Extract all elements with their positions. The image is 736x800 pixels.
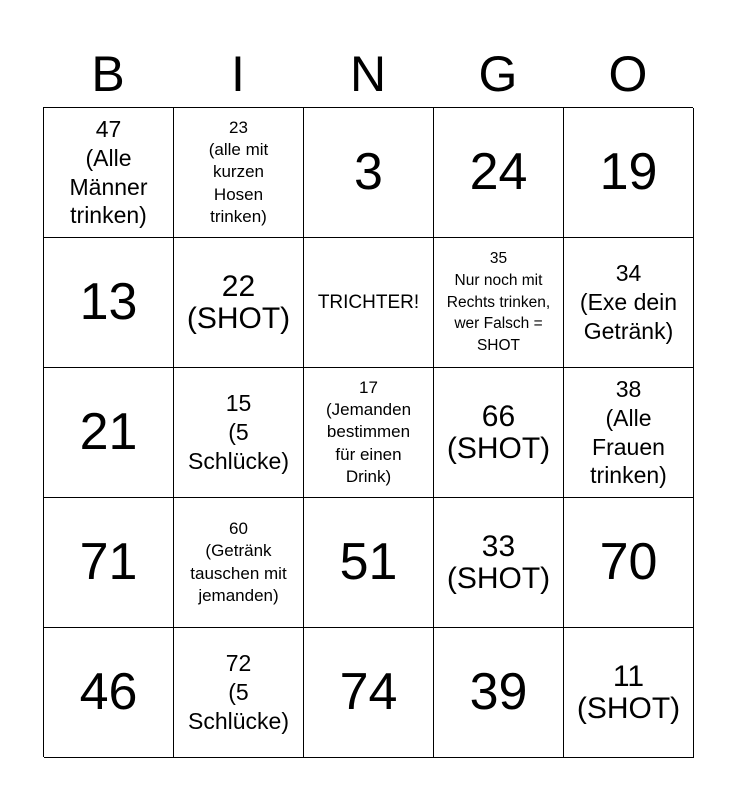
- cell-text: 47 (Alle Männer trinken): [69, 116, 148, 229]
- bingo-cell[interactable]: [174, 108, 304, 238]
- cell-text: 23 (alle mit kurzen Hosen trinken): [208, 118, 269, 226]
- cell-text: 51: [339, 532, 398, 591]
- bingo-cell[interactable]: [304, 238, 434, 368]
- bingo-cell[interactable]: [434, 368, 564, 498]
- cell-text: 46: [79, 662, 138, 721]
- cell-text: 66 (SHOT): [446, 400, 551, 465]
- bingo-cell[interactable]: [564, 368, 694, 498]
- bingo-cell[interactable]: [304, 108, 434, 238]
- bingo-cell[interactable]: [304, 498, 434, 628]
- cell-text: 35 Nur noch mit Rechts trinken, wer Falsch = SHOT: [446, 250, 551, 355]
- bingo-cell[interactable]: [434, 628, 564, 758]
- bingo-cell[interactable]: [564, 108, 694, 238]
- bingo-cell[interactable]: [174, 628, 304, 758]
- cell-text: 38 (Alle Frauen trinken): [590, 376, 667, 489]
- cell-text: 71: [79, 532, 138, 591]
- bingo-cell[interactable]: [304, 368, 434, 498]
- bingo-cell[interactable]: [434, 238, 564, 368]
- bingo-cell[interactable]: [174, 238, 304, 368]
- cell-text: 11 (SHOT): [576, 660, 681, 725]
- bingo-header: [43, 40, 693, 108]
- bingo-cell[interactable]: [44, 238, 174, 368]
- bingo-cell[interactable]: [44, 498, 174, 628]
- cell-text: 33 (SHOT): [446, 530, 551, 595]
- header-letter-i: I: [231, 46, 245, 102]
- bingo-cell[interactable]: [564, 238, 694, 368]
- cell-text: 19: [599, 142, 658, 201]
- bingo-cell[interactable]: [434, 108, 564, 238]
- header-letter-o: O: [608, 46, 648, 102]
- bingo-cell[interactable]: [174, 498, 304, 628]
- header-letter-n: N: [349, 46, 387, 102]
- cell-text: 24: [469, 142, 528, 201]
- bingo-cell[interactable]: [44, 108, 174, 238]
- cell-text: 3: [354, 142, 383, 201]
- cell-text: 21: [79, 402, 138, 461]
- cell-text: 22 (SHOT): [186, 270, 291, 335]
- bingo-cell[interactable]: [304, 628, 434, 758]
- cell-text: 74: [339, 662, 398, 721]
- bingo-cell[interactable]: [174, 368, 304, 498]
- cell-text: 34 (Exe dein Getränk): [579, 260, 678, 344]
- cell-text: 13: [79, 272, 138, 331]
- cell-text: 70: [599, 532, 658, 591]
- cell-text: 17 (Jemanden bestimmen für einen Drink): [325, 378, 412, 486]
- header-letter-g: G: [478, 46, 518, 102]
- bingo-card: [43, 107, 693, 757]
- cell-text: 72 (5 Schlücke): [188, 650, 289, 734]
- bingo-cell[interactable]: [44, 368, 174, 498]
- cell-text: 39: [469, 662, 528, 721]
- bingo-cell[interactable]: [434, 498, 564, 628]
- header-letter-b: B: [91, 46, 125, 102]
- cell-text: TRICHTER!: [317, 291, 420, 313]
- cell-text: 60 (Getränk tauschen mit jemanden): [190, 519, 287, 605]
- bingo-cell[interactable]: [564, 628, 694, 758]
- cell-text: 15 (5 Schlücke): [188, 390, 289, 474]
- bingo-cell[interactable]: [564, 498, 694, 628]
- bingo-cell[interactable]: [44, 628, 174, 758]
